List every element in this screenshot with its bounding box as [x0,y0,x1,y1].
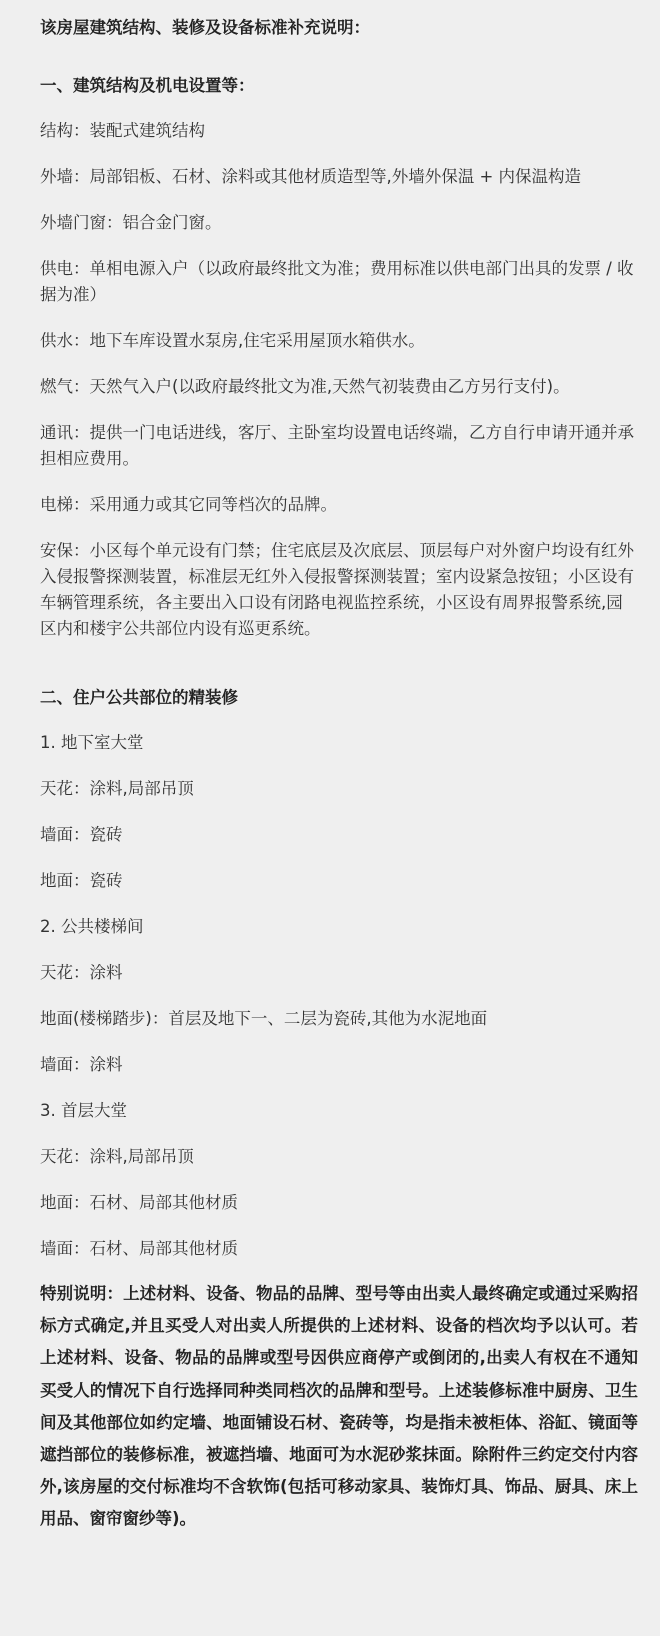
item-telecom: 通讯：提供一门电话进线，客厅、主卧室均设置电话终端，乙方自行申请开通并承担相应费用。 [40,423,634,468]
section1-heading: 一、建筑结构及机电设置等： [40,76,255,95]
item-water: 供水：地下车库设置水泵房,住宅采用屋顶水箱供水。 [40,331,425,350]
list-item: 天花：涂料 [40,963,123,982]
document-title: 该房屋建筑结构、装修及设备标准补充说明： [40,18,370,37]
subsection-ground-lobby: 3. 首层大堂 [40,1101,127,1120]
item-elevator: 电梯：采用通力或其它同等档次的品牌。 [40,495,337,514]
list-item: 天花：涂料,局部吊顶 [40,779,194,798]
section2-heading: 二、住户公共部位的精装修 [40,688,238,707]
subsection-basement-lobby: 1. 地下室大堂 [40,733,144,752]
item-power: 供电：单相电源入户（以政府最终批文为准；费用标准以供电部门出具的发票 / 收据为准） [40,259,634,304]
item-structure: 结构：装配式建筑结构 [40,121,205,140]
section2-list [40,730,638,1262]
list-item: 天花：涂料,局部吊顶 [40,1147,194,1166]
item-security: 安保：小区每个单元设有门禁；住宅底层及次底层、顶层每户对外窗户均设有红外入侵报警探测装置，标准层无红外入侵报警探测装置；室内设紧急按钮；小区设有车辆管理系统，各主要出入口设有闭路电视监控系统，小区设有周界报警系统,园区内和楼宇公共部位内设有巡更系统。 [40,541,634,638]
item-windows: 外墙门窗：铝合金门窗。 [40,213,222,232]
list-item: 墙面：瓷砖 [40,825,123,844]
section1-list [40,118,638,642]
list-item: 墙面：涂料 [40,1055,123,1074]
list-item: 墙面：石材、局部其他材质 [40,1239,238,1258]
subsection-stairwell: 2. 公共楼梯间 [40,917,144,936]
item-gas: 燃气：天然气入户(以政府最终批文为准,天然气初装费由乙方另行支付)。 [40,377,570,396]
list-item: 地面(楼梯踏步)：首层及地下一、二层为瓷砖,其他为水泥地面 [40,1009,488,1028]
list-item: 地面：石材、局部其他材质 [40,1193,238,1212]
item-exterior-wall: 外墙：局部铝板、石材、涂料或其他材质造型等,外墙外保温 + 内保温构造 [40,167,582,186]
special-note: 特别说明：上述材料、设备、物品的品牌、型号等由出卖人最终确定或通过采购招标方式确定,并且买受人对出卖人所提供的上述材料、设备的档次均予以认可。若上述材料、设备、物品的品牌或型号因供应商停产或倒闭的,出卖人有权在不通知买受人的情况下自行选择同种类同档次的品牌和型号。上述装修标准中厨房、卫生间及其他部位如约定墙、地面铺设石材、瓷砖等，均是指未被柜体、浴缸、镜面等遮挡部位的装修标准，被遮挡墙、地面可为水泥砂浆抹面。除附件三约定交付内容外,该房屋的交付标准均不含软饰(包括可移动家具、装饰灯具、饰品、厨具、床上用品、窗帘窗纱等)。 [40,1284,638,1529]
list-item: 地面：瓷砖 [40,871,123,890]
